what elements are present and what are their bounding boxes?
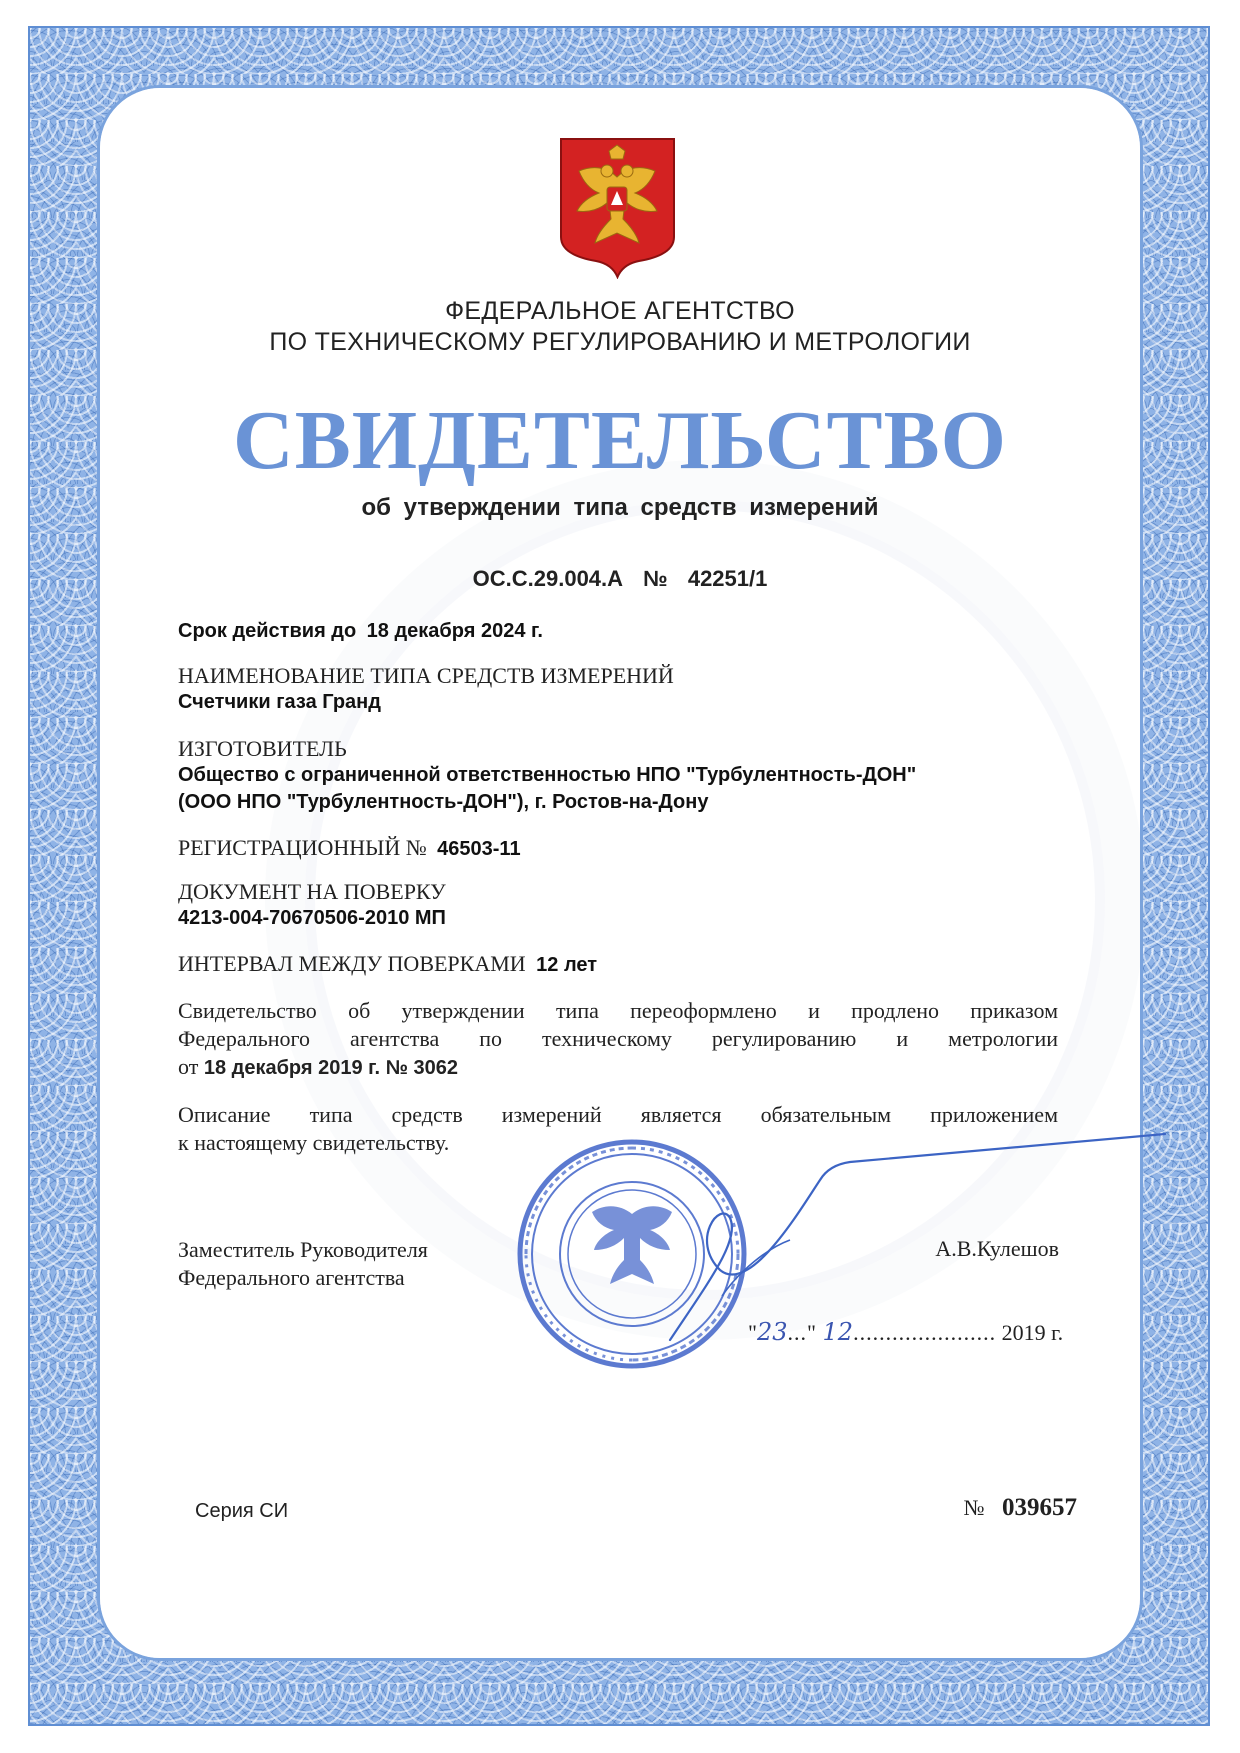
certificate-number-sign: № — [643, 566, 668, 591]
instrument-value: Счетчики газа Гранд — [178, 691, 381, 713]
description-line1: Описание типа средств измерений является обязательным приложением — [178, 1102, 1058, 1127]
signatory-title-line1: Заместитель Руководителя — [178, 1237, 428, 1262]
interval-value: 12 лет — [536, 954, 598, 976]
order-paragraph — [178, 997, 1058, 1082]
serial-number-value: 039657 — [1002, 1494, 1077, 1521]
signatory-title — [178, 1236, 428, 1292]
order-prefix: от — [178, 1054, 199, 1079]
signatory-title-line2: Федерального агентства — [178, 1265, 405, 1290]
signatory-name: А.В.Кулешов — [935, 1236, 1059, 1261]
interval-row — [178, 950, 1058, 980]
sign-date-year: 2019 г. — [1001, 1320, 1064, 1345]
certificate-code: ОС.С.29.004.А — [472, 566, 624, 591]
form-series: Серия СИ — [195, 1500, 289, 1522]
document-title: СВИДЕТЕЛЬСТВО — [233, 394, 1007, 487]
registration-value: 46503-11 — [437, 838, 521, 860]
validity-row — [178, 618, 1058, 646]
agency-name-line1: ФЕДЕРАЛЬНОЕ АГЕНТСТВО — [445, 297, 795, 325]
registration-row — [178, 834, 1058, 864]
manufacturer-line2: (ООО НПО "Турбулентность-ДОН"), г. Ростов-на-Дону — [178, 791, 709, 813]
description-line2: к настоящему свидетельству. — [178, 1130, 450, 1155]
verification-doc-section — [178, 878, 1058, 932]
serial-number-sign: № — [963, 1495, 985, 1520]
verification-doc-label: ДОКУМЕНТ НА ПОВЕРКУ — [178, 879, 446, 904]
agency-name-line2: ПО ТЕХНИЧЕСКОМУ РЕГУЛИРОВАНИЮ И МЕТРОЛОГИИ — [269, 328, 971, 356]
validity-date: 18 декабря 2024 г. — [366, 620, 543, 642]
order-line1: Свидетельство об утверждении типа переоформлено и продлено приказом — [178, 998, 1058, 1023]
certificate-number — [150, 566, 1090, 592]
registration-label: РЕГИСТРАЦИОННЫЙ № — [178, 835, 427, 860]
document-subtitle: об утверждении типа средств измерений — [361, 494, 879, 521]
sign-date: "23..." 12...................... 2019 г. — [748, 1318, 1064, 1346]
coat-of-arms-icon — [559, 137, 676, 279]
manufacturer-section — [178, 735, 1058, 816]
validity-label: Срок действия до — [178, 620, 357, 642]
sign-date-day: 23 — [756, 1318, 788, 1346]
manufacturer-label: ИЗГОТОВИТЕЛЬ — [178, 736, 347, 761]
sign-date-month: 12 — [822, 1318, 854, 1346]
verification-doc-value: 4213-004-70670506-2010 МП — [178, 907, 446, 929]
form-serial-number — [964, 1494, 1078, 1522]
certificate-number-value: 42251/1 — [687, 566, 768, 591]
instrument-label: НАИМЕНОВАНИЕ ТИПА СРЕДСТВ ИЗМЕРЕНИЙ — [178, 663, 674, 688]
order-date-number: 18 декабря 2019 г. № 3062 — [203, 1057, 458, 1079]
interval-label: ИНТЕРВАЛ МЕЖДУ ПОВЕРКАМИ — [178, 951, 526, 976]
manufacturer-line1: Общество с ограниченной ответственностью НПО "Турбулентность-ДОН" — [178, 764, 917, 786]
instrument-section — [178, 662, 1058, 716]
order-line2: Федерального агентства по техническому регулированию и метрологии — [178, 1026, 1058, 1051]
